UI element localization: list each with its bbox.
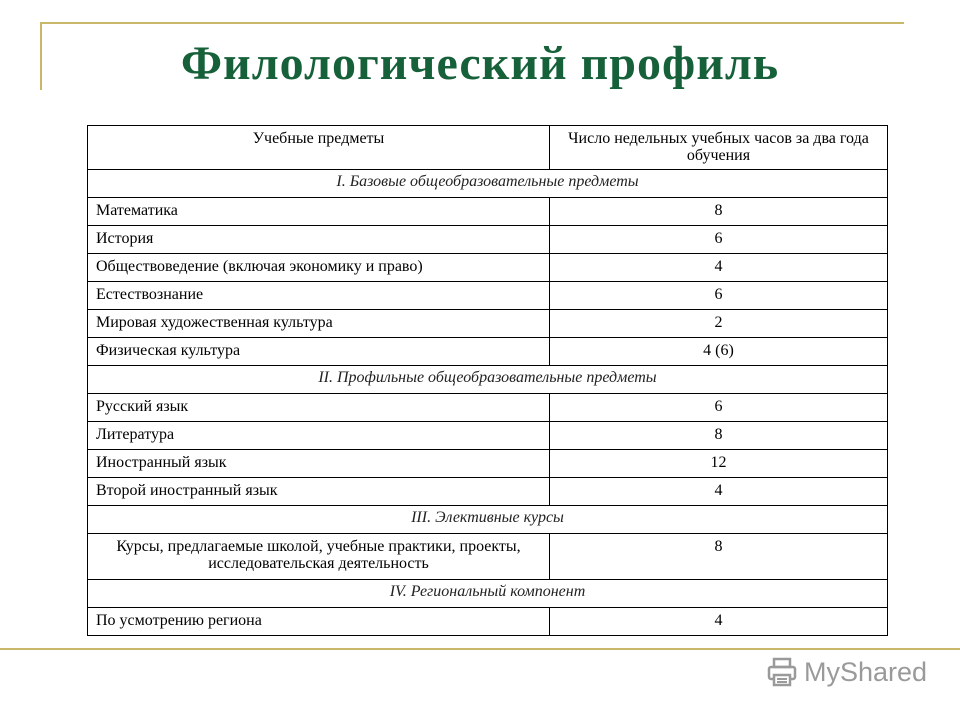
table-row <box>88 226 888 254</box>
subject-cell: По усмотрению региона <box>88 608 550 636</box>
table-row <box>88 608 888 636</box>
page-title: Филологический профиль <box>180 37 780 90</box>
subject-cell: История <box>88 226 550 254</box>
section-row <box>88 366 888 394</box>
hours-cell: 6 <box>550 394 888 422</box>
printer-icon <box>766 656 798 688</box>
myshared-watermark <box>766 656 927 688</box>
section-row <box>88 506 888 534</box>
subject-cell: Обществоведение (включая экономику и право) <box>88 254 550 282</box>
hours-cell: 4 (6) <box>550 338 888 366</box>
table-row <box>88 394 888 422</box>
section-title-regional: IV. Региональный компонент <box>88 580 888 608</box>
header-hours: Число недельных учебных часов за два года обучения <box>550 126 888 170</box>
subject-cell: Физическая культура <box>88 338 550 366</box>
hours-cell: 2 <box>550 310 888 338</box>
table-header-row <box>88 126 888 170</box>
subject-cell: Русский язык <box>88 394 550 422</box>
subject-cell: Иностранный язык <box>88 450 550 478</box>
hours-cell: 8 <box>550 422 888 450</box>
section-row <box>88 580 888 608</box>
hours-cell: 6 <box>550 226 888 254</box>
subject-cell: Естествознание <box>88 282 550 310</box>
hours-cell: 4 <box>550 478 888 506</box>
table-row <box>88 254 888 282</box>
bottom-decor-line <box>0 648 960 650</box>
hours-cell: 8 <box>550 198 888 226</box>
table-row <box>88 450 888 478</box>
table-row <box>88 478 888 506</box>
table-row <box>88 338 888 366</box>
section-title-profile: II. Профильные общеобразовательные предметы <box>88 366 888 394</box>
subject-cell: Второй иностранный язык <box>88 478 550 506</box>
curriculum-table <box>87 125 888 636</box>
table-row <box>88 310 888 338</box>
section-title-basic: I. Базовые общеобразовательные предметы <box>88 170 888 198</box>
table-row <box>88 198 888 226</box>
subject-cell: Литература <box>88 422 550 450</box>
table-row <box>88 534 888 580</box>
hours-cell: 4 <box>550 608 888 636</box>
watermark-text: MyShared <box>804 656 928 687</box>
section-row <box>88 170 888 198</box>
hours-cell: 8 <box>550 534 888 580</box>
subject-cell: Курсы, предлагаемые школой, учебные практики, проекты, исследовательская деятельность <box>88 534 550 580</box>
hours-cell: 6 <box>550 282 888 310</box>
hours-cell: 12 <box>550 450 888 478</box>
subject-cell: Мировая художественная культура <box>88 310 550 338</box>
header-subjects: Учебные предметы <box>88 126 550 170</box>
subject-cell: Математика <box>88 198 550 226</box>
table-row <box>88 282 888 310</box>
section-title-electives: III. Элективные курсы <box>88 506 888 534</box>
top-decor-line <box>40 22 904 24</box>
hours-cell: 4 <box>550 254 888 282</box>
table-row <box>88 422 888 450</box>
